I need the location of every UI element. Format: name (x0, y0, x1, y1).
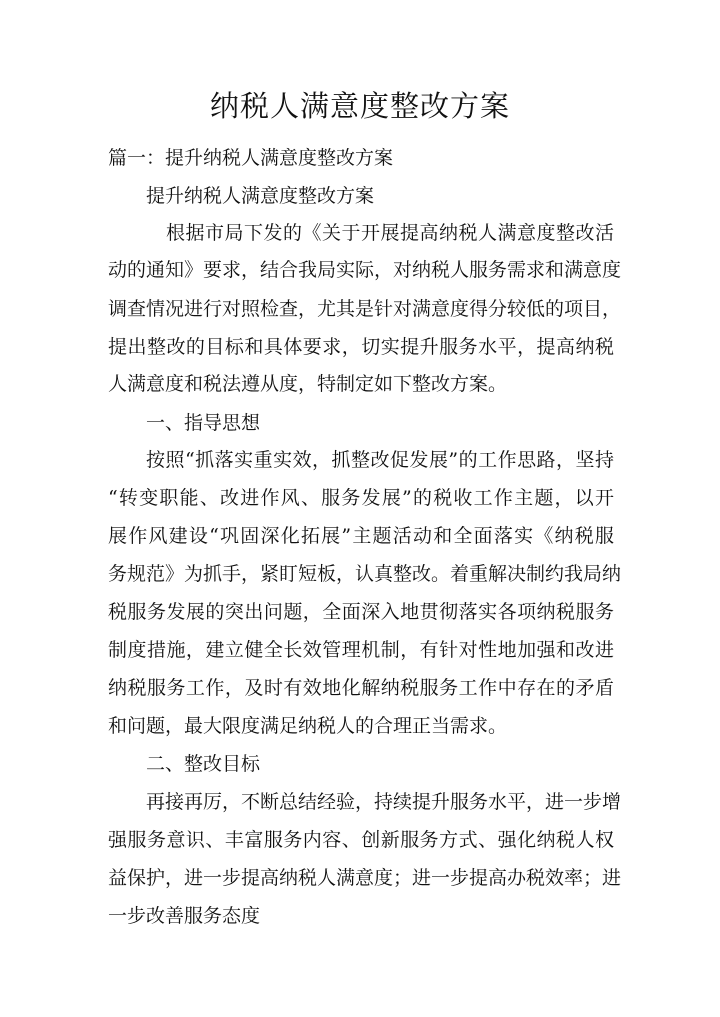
section-heading: 篇一：提升纳税人满意度整改方案 (108, 147, 394, 169)
heading-rectification-goals: 二、整改目标 (146, 753, 261, 775)
goal-line: 益保护，进一步提高纳税人满意度；进一步提高办税效率；进 (108, 867, 622, 889)
guiding-line: 税服务发展的突出问题，全面深入地贯彻落实各项纳税服务 (108, 601, 614, 623)
guiding-line: 务规范》为抓手，紧盯短板，认真整改。着重解决制约我局纳 (108, 563, 622, 585)
intro-line: 根据市局下发的《关于开展提高纳税人满意度整改活 (166, 222, 614, 244)
intro-line: 提出整改的目标和具体要求，切实提升服务水平，提高纳税 (108, 336, 614, 358)
goal-line: 再接再厉，不断总结经验，持续提升服务水平，进一步增 (146, 791, 622, 813)
guiding-line: 展作风建设“巩固深化拓展”主题活动和全面落实《纳税服 (108, 525, 614, 547)
guiding-line: 纳税服务工作，及时有效地化解纳税服务工作中存在的矛盾 (108, 677, 614, 699)
intro-line: 调查情况进行对照检查，尤其是针对满意度得分较低的项目， (108, 298, 622, 320)
heading-guiding-thought: 一、指导思想 (146, 412, 261, 434)
guiding-line: 和问题，最大限度满足纳税人的合理正当需求。 (108, 715, 508, 737)
goal-line: 一步改善服务态度 (108, 905, 261, 927)
goal-line: 强服务意识、丰富服务内容、创新服务方式、强化纳税人权 (108, 829, 614, 851)
guiding-line: 制度措施，建立健全长效管理机制，有针对性地加强和改进 (108, 639, 614, 661)
guiding-line: “转变职能、改进作风、服务发展”的税收工作主题，以开 (108, 487, 614, 509)
document-title: 纳税人满意度整改方案 (209, 89, 510, 123)
guiding-line: 按照“抓落实重实效，抓整改促发展”的工作思路，坚持 (146, 449, 614, 471)
intro-line: 动的通知》要求，结合我局实际，对纳税人服务需求和满意度 (108, 259, 622, 281)
intro-line: 人满意度和税法遵从度，特制定如下整改方案。 (108, 373, 508, 395)
subtitle: 提升纳税人满意度整改方案 (146, 185, 375, 207)
